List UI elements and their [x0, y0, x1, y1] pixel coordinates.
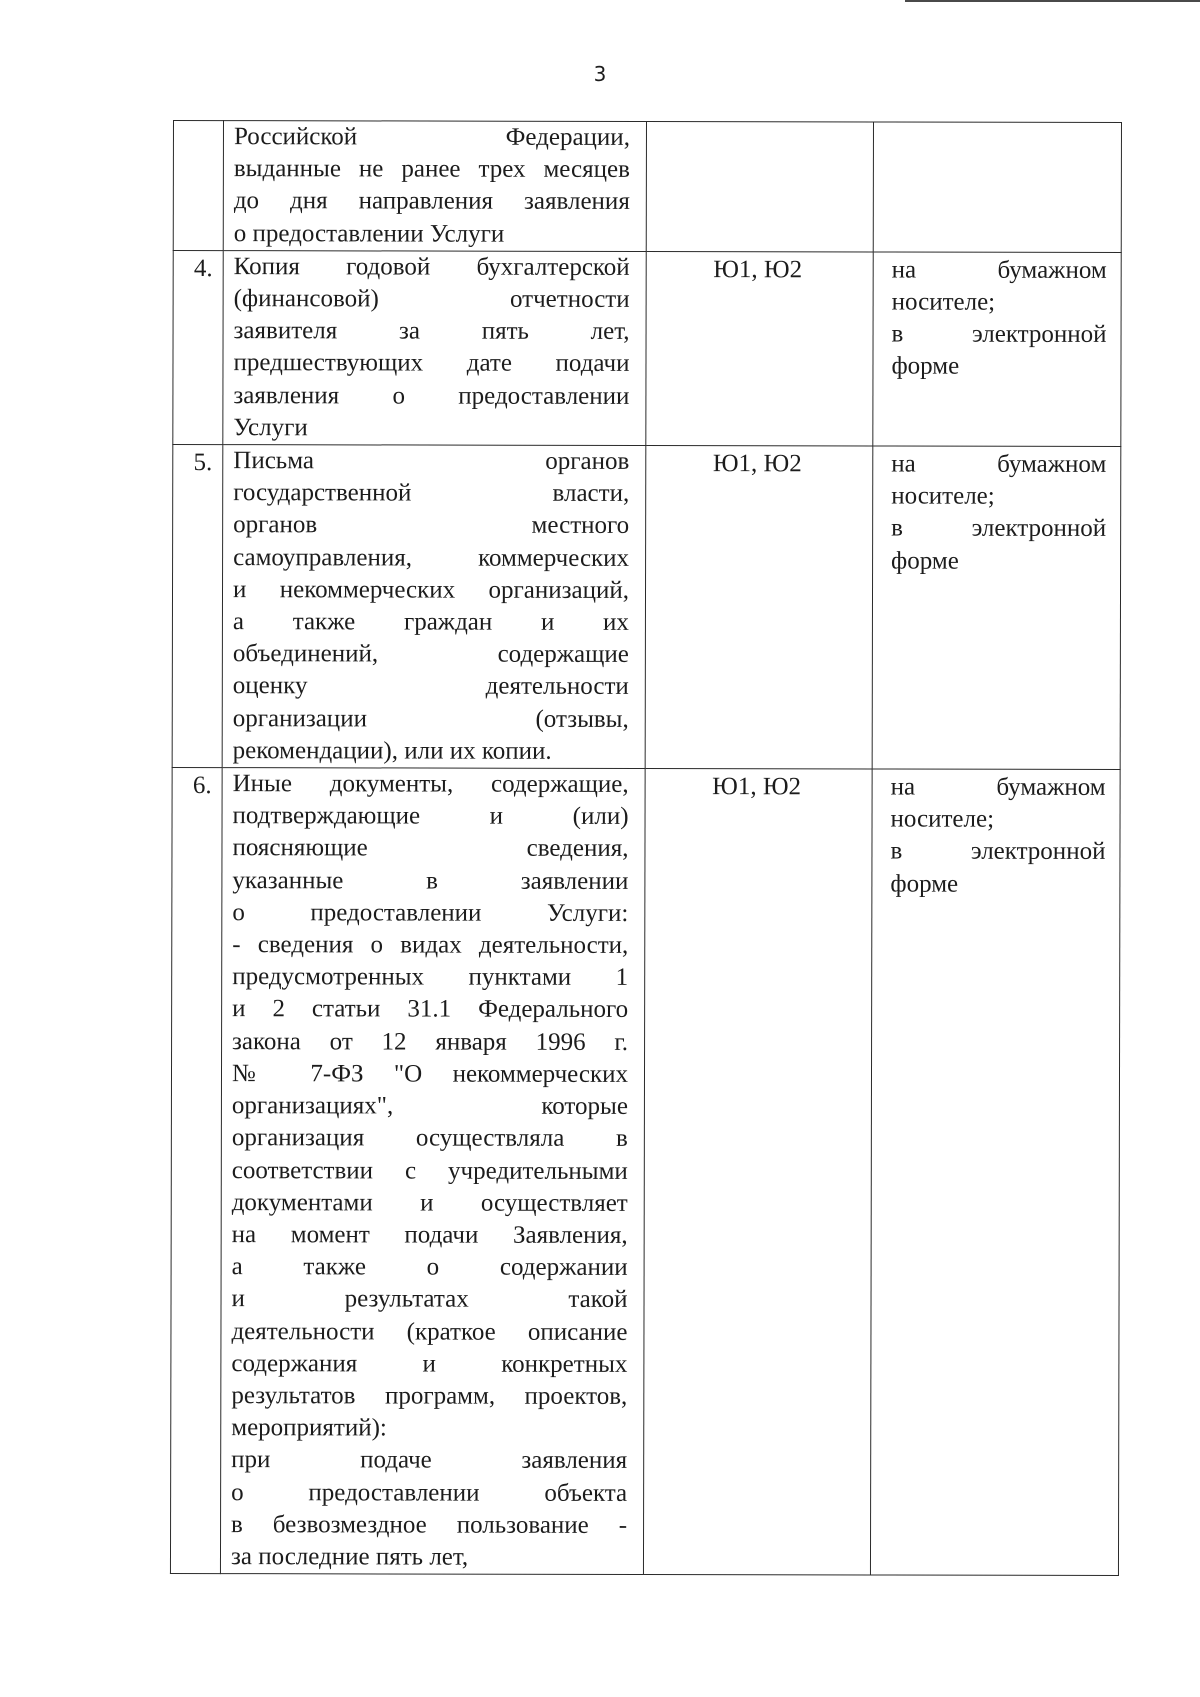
- document-name-line: объединений, содержащие: [232, 640, 629, 669]
- document-name-line: результатов программ, проектов,: [231, 1382, 628, 1410]
- submission-form-line: в электронной: [891, 514, 1107, 543]
- document-name-line: деятельности (краткое описание: [231, 1317, 628, 1346]
- submission-form: [872, 446, 1121, 770]
- submission-form-line: форме: [891, 547, 959, 575]
- document-name-line: предусмотренных пунктами 1: [232, 963, 629, 992]
- document-name-line: (финансовой) отчетности: [233, 285, 630, 313]
- document-name-line: о предоставлении объекта: [231, 1478, 628, 1507]
- document-name-line: организациях", которые: [231, 1092, 628, 1121]
- document-name-line: на момент подачи Заявления,: [231, 1221, 628, 1249]
- table-row: [172, 445, 1121, 770]
- document-name-line: при подаче заявления: [231, 1446, 628, 1475]
- document-name-line: - сведения о видах деятельности,: [232, 931, 629, 960]
- document-name-line: о предоставлении Услуги: [233, 219, 505, 248]
- row-number: 5.: [172, 445, 223, 768]
- document-name-line: в безвозмездное пользование -: [231, 1510, 628, 1539]
- document-name-line: указанные в заявлении: [232, 866, 629, 895]
- document-name-line: выданные не ранее трех месяцев: [233, 155, 630, 184]
- submission-form-line: на бумажном: [891, 450, 1107, 478]
- submission-form-line: форме: [891, 352, 960, 381]
- document-name: [223, 121, 646, 252]
- table-row: [170, 768, 1120, 1576]
- document-name-line: оценку деятельности: [232, 672, 629, 701]
- document-name-line: Письма органов: [233, 447, 630, 475]
- submission-form-line: носителе;: [890, 805, 995, 833]
- row-number: [173, 121, 223, 251]
- scan-edge-line: [905, 0, 1200, 2]
- row-number: 6.: [170, 768, 222, 1574]
- submission-form-line: форме: [890, 870, 959, 898]
- document-name-line: документами и осуществляет: [231, 1188, 628, 1217]
- document-name-line: закона от 12 января 1996 г.: [232, 1027, 629, 1056]
- document-name: [222, 445, 646, 769]
- documents-table: [170, 120, 1122, 1576]
- document-name-line: поясняющие сведения,: [232, 834, 629, 863]
- document-name-line: рекомендации), или их копии.: [232, 736, 552, 765]
- submission-form: [873, 122, 1121, 252]
- document-name-line: и некоммерческих организаций,: [232, 575, 630, 604]
- submission-form-line: в электронной: [891, 320, 1107, 349]
- document-name-line: государственной власти,: [233, 479, 630, 508]
- documents-table-body: [170, 121, 1121, 1576]
- submission-form-line: носителе;: [891, 482, 995, 510]
- document-name-line: до дня направления заявления: [233, 187, 630, 216]
- submission-form: [873, 252, 1121, 447]
- applicant-category: [646, 121, 873, 251]
- submission-form-line: на бумажном: [891, 256, 1107, 284]
- document-name-line: мероприятий):: [231, 1414, 387, 1442]
- submission-form-line: носителе;: [891, 288, 996, 316]
- document-name-line: Российской Федерации,: [233, 123, 630, 151]
- document-name-line: за последние пять лет,: [230, 1543, 469, 1571]
- document-name-line: самоуправления, коммерческих: [233, 543, 630, 572]
- row-number: 4.: [173, 250, 223, 444]
- applicant-category: Ю1, Ю2: [646, 251, 873, 446]
- document-name-line: а также граждан и их: [232, 608, 629, 637]
- document-name: [220, 768, 645, 1575]
- submission-form-line: на бумажном: [890, 773, 1106, 802]
- document-name-line: заявления о предоставлении: [233, 381, 630, 410]
- document-name-line: о предоставлении Услуги:: [232, 899, 629, 927]
- document-name-line: а также о содержании: [231, 1253, 628, 1282]
- applicant-category: Ю1, Ю2: [645, 446, 873, 770]
- document-name-line: Услуги: [233, 413, 308, 442]
- table-row: [173, 250, 1121, 446]
- submission-form-line: в электронной: [890, 837, 1106, 866]
- document-name-line: заявителя за пять лет,: [233, 317, 630, 346]
- document-name-line: № 7-ФЗ "О некоммерческих: [231, 1060, 629, 1088]
- document-name-line: организации (отзывы,: [232, 704, 629, 733]
- document-name-line: подтверждающие и (или): [232, 802, 629, 831]
- document-name-line: Копия годовой бухгалтерской: [233, 252, 630, 281]
- table-row: [173, 121, 1121, 253]
- document-name-line: соответствии с учредительными: [231, 1156, 628, 1185]
- document-name-line: органов местного: [233, 511, 630, 540]
- document-name-line: Иные документы, содержащие,: [232, 770, 629, 799]
- document-name-line: предшествующих дате подачи: [233, 349, 630, 378]
- document-name: [223, 250, 646, 445]
- document-name-line: организация осуществляла в: [231, 1124, 628, 1153]
- document-name-line: содержания и конкретных: [231, 1349, 628, 1378]
- applicant-category: Ю1, Ю2: [643, 769, 872, 1576]
- document-name-line: и результатах такой: [231, 1285, 628, 1314]
- page-number: 3: [593, 62, 607, 86]
- document-name-line: и 2 статьи 31.1 Федерального: [232, 995, 629, 1024]
- submission-form: [870, 769, 1120, 1576]
